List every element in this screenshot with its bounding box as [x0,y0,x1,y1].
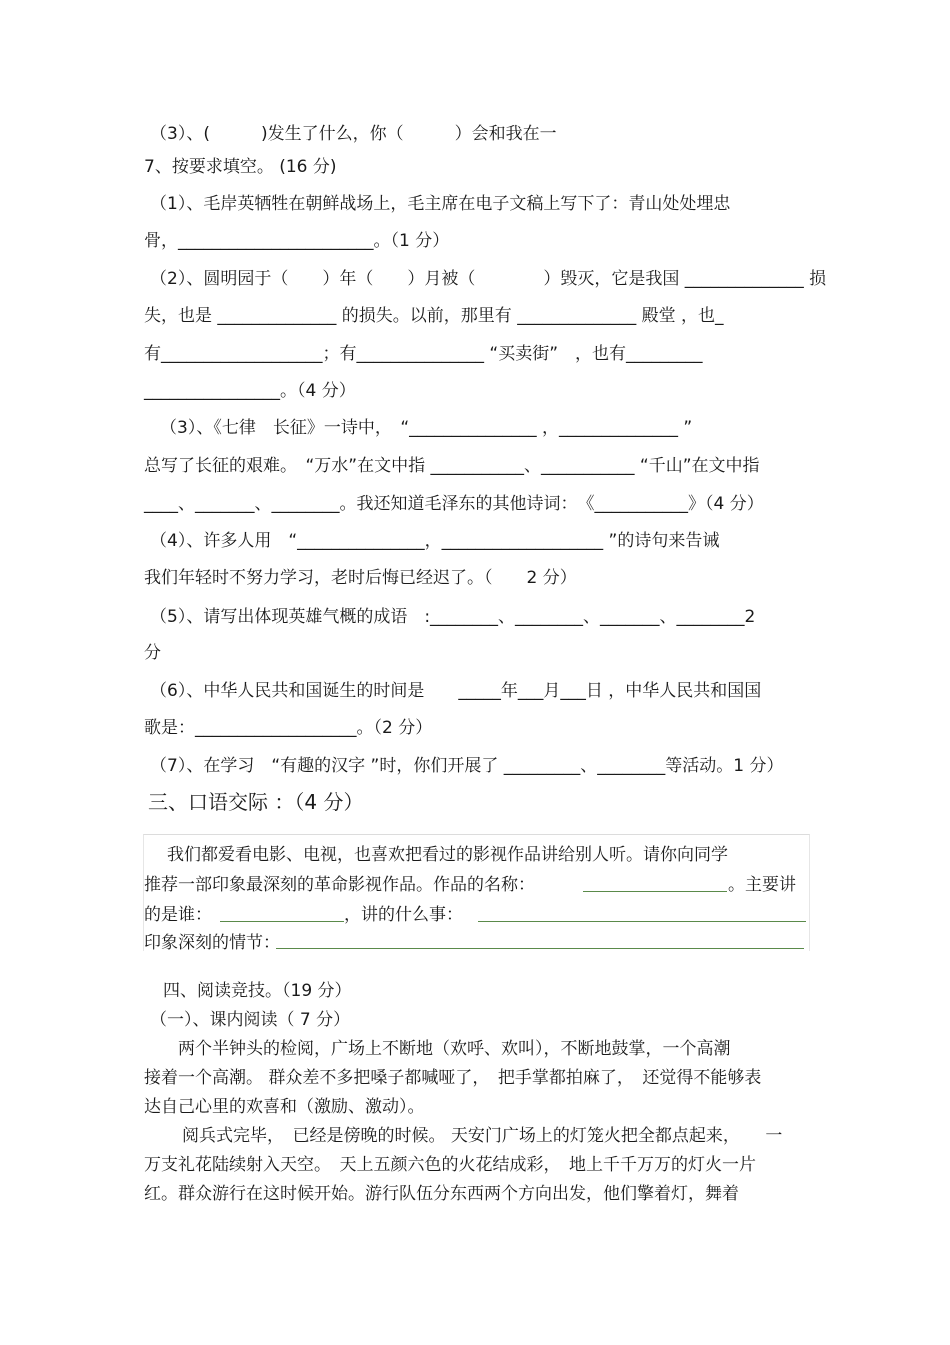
protagonist-blank[interactable] [220,921,344,922]
reading-part-1-heading: （一）、课内阅读（ 7 分） [150,1010,351,1030]
q7-item7: （7）、在学习 “有趣的汉字 ”时，你们开展了 _________、________等活动。1 分） [150,756,784,776]
oral-line-4-label: 印象深刻的情节： [144,933,280,953]
q7-item5-line1: （5）、请写出体现英雄气概的成语 :________、________、_______、________2 [150,607,756,627]
q7-item4-line1: （4）、许多人用 “_______________，___________________ ”的诗句来告诫 [150,531,720,551]
question-7-heading: 7、按要求填空。 (16 分) [144,157,337,177]
q7-item4-line2: 我们年轻时不努力学习，老时后悔已经迟了。（ 2 分） [144,568,577,588]
q7-item3-line1: （3）、《七律 长征》一诗中， “_______________ ，______________ ” [160,418,693,438]
section-4-heading: 四、阅读竞技。（19 分） [163,981,352,1001]
story-blank[interactable] [478,921,806,922]
passage-line-5: 万支礼花陆续射入天空。 天上五颜六色的火花结成彩， 地上千千万万的灯火一片 [144,1155,756,1175]
q7-item2-line4: ________________。（4 分） [144,381,356,401]
passage-line-2: 接着一个高潮。 群众差不多把嗓子都喊哑了， 把手掌都拍麻了， 还觉得不能够表 [144,1068,762,1088]
section-3-heading: 三、口语交际 ：（4 分） [148,790,364,814]
q7-item1-line2: 骨，_______________________。（1 分） [144,231,450,251]
q7-item2-line3: 有___________________；有_______________ “买卖街” ，也有_________ [144,344,703,364]
passage-line-1: 两个半钟头的检阅，广场上不断地（欢呼、欢叫），不断地鼓掌，一个高潮 [178,1039,731,1059]
q7-item5-line2: 分 [144,643,161,663]
oral-line-3-label-b: ，讲的什么事： [344,905,463,925]
oral-line-3-label-a: 的是谁： [144,905,212,925]
q7-item3-line3: ____、_______、________。我还知道毛泽东的其他诗词： 《___________》（4 分） [144,494,764,514]
passage-line-6: 红。群众游行在这时候开始。游行队伍分东西两个方向出发，他们擎着灯，舞着 [144,1184,739,1204]
q7-item2-line2: 失，也是 ______________ 的损失。以前，那里有 ______________ 殿堂 ，也_ [144,306,724,326]
q7-item1-line1: （1）、毛岸英牺牲在朝鲜战场上，毛主席在电子文稿上写下了：青山处处埋忠 [150,194,731,214]
question-3-fragment: （3）、( )发生了什么，你（ ）会和我在一 [150,124,557,144]
oral-line-2: 推荐一部印象最深刻的革命影视作品。作品的名称： [144,875,535,895]
passage-line-3: 达自己心里的欢喜和（激励、激动）。 [144,1097,425,1117]
oral-line-2-end: 。主要讲 [728,875,796,895]
q7-item2-line1: （2）、圆明园于（ ）年（ ）月被（ ）毁灭，它是我国 ______________ 损 [150,269,827,289]
plot-blank[interactable] [276,948,804,949]
oral-line-1: 我们都爱看电影、电视，也喜欢把看过的影视作品讲给别人听。请你向同学 [150,845,728,865]
q7-item6-line2: 歌是：___________________。（2 分） [144,718,433,738]
passage-line-4: 阅兵式完毕， 已经是傍晚的时候。 天安门广场上的灯笼火把全都点起来， 一 [182,1126,783,1146]
film-name-blank[interactable] [583,891,727,892]
q7-item3-line2: 总写了长征的艰难。 “万水”在文中指 ___________、___________ “千山”在文中指 [144,456,760,476]
q7-item6-line1: （6）、中华人民共和国诞生的时间是 _____年___月___日 ，中华人民共和国国 [150,681,762,701]
